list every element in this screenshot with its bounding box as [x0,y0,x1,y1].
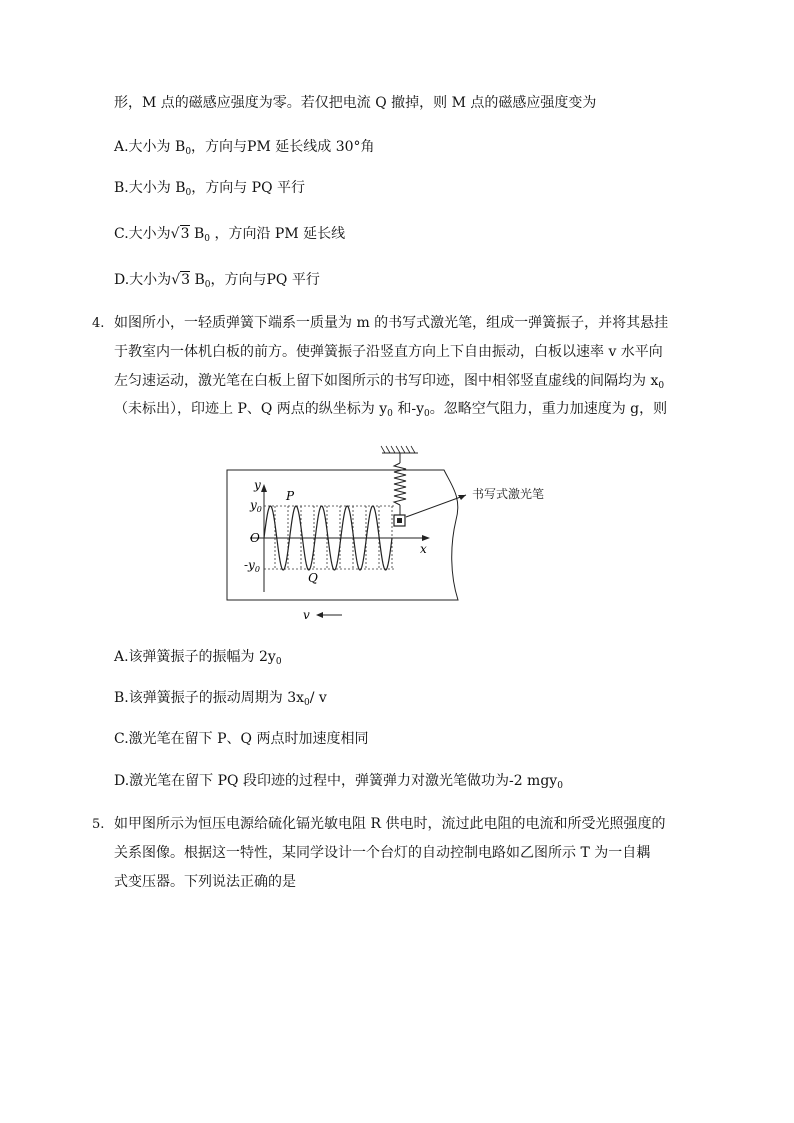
q3-option-c[interactable] [114,224,345,249]
q4-line-4-a: （未标出），印迹上 P、Q 两点的纵坐标为 y [114,401,388,417]
laser-pen-core [397,518,402,523]
q4-stem-line-4 [114,399,667,424]
y-axis-label: y [254,478,261,492]
q3-option-d-text: D.大小为 [114,272,172,288]
q4-option-d-sub: 0 [557,781,563,791]
q4-stem-line-3 [114,371,664,396]
q3-option-a[interactable] [114,137,375,162]
q4-line-4-c: 。忽略空气阻力，重力加速度为 g，则 [429,401,668,417]
q3-option-b-sub: 0 [185,188,192,198]
q4-option-a-text: A.该弹簧振子的振幅为 2y [114,649,276,665]
q4-stem-line-1: 如图所小，一轻质弹簧下端系一质量为 m 的书写式激光笔，组成一弹簧振子，并将其悬挂 [114,315,669,331]
q4-figure [220,436,610,624]
ceiling-hatch [381,446,415,453]
pen-label: 书写式激光笔 [472,487,545,501]
point-q-label: Q [308,571,318,585]
x-axis-arrow [422,535,430,541]
neg-y0-label: $-y_0$ [244,558,260,574]
velocity-arrowhead [316,612,323,618]
q5-stem-line-2: 关系图像。根据这一特性，某同学设计一个台灯的自动控制电路如乙图所示 T 为一自耦 [114,845,651,861]
origin-label: O [250,531,260,545]
q3-option-a-post: ，方向与PM 延长线成 30°角 [191,139,375,155]
q4-option-b-post: / v [309,690,327,706]
q3-option-d-post: ，方向与PQ 平行 [210,272,320,288]
q3-option-c-post: ，方向沿 PM 延长线 [210,226,346,242]
q5-stem-line-3: 式变压器。下列说法正确的是 [114,874,296,890]
q3-option-c-text: C.大小为 [114,226,171,242]
q4-option-a-sub: 0 [275,657,282,667]
q3-option-c-mid: B [189,226,205,242]
q3-stem-tail: 形，M 点的磁感应强度为零。若仅把电流 Q 撤掉，则 M 点的磁感应强度变为 [114,95,597,111]
sqrt-sign-icon: √ [171,272,181,288]
q3-option-d-radicand: 3 [181,272,191,288]
point-p-label: P [286,489,295,503]
sqrt-sign-icon: √ [170,226,180,242]
q3-option-c-radicand: 3 [180,226,190,242]
y-axis-arrow [261,484,267,492]
q4-stem-line-2: 于教室内一体机白板的前方。使弹簧振子沿竖直方向上下自由振动，白板以速率 v 水平向 [114,344,663,360]
q4-option-d-text: D.激光笔在留下 PQ 段印迹的过程中，弹簧弹力对激光笔做功为-2 mgy [114,773,558,789]
velocity-label: v [303,608,310,622]
q3-option-b-text: B.大小为 B [114,180,186,196]
q4-line-3-sub: 0 [658,381,665,391]
q3-option-b[interactable] [114,178,305,203]
q4-line-4-sub2: 0 [423,409,430,419]
q3-option-a-sub: 0 [185,147,192,157]
q4-line-3-text: 左匀速运动，激光笔在白板上留下如图所示的书写印迹，图中相邻竖直虚线的间隔均为 x [114,373,659,389]
q3-option-d[interactable] [114,270,320,295]
q3-option-d-mid: B [190,272,205,288]
q4-line-4-sub1: 0 [387,409,393,419]
x-axis-label: x [420,542,427,556]
q4-line-4-b: 和-y [392,401,424,417]
q4-option-b[interactable] [114,688,327,713]
q4-option-b-sub: 0 [304,698,310,708]
q5-number: 5. [92,817,105,832]
q4-option-a[interactable] [114,647,282,672]
whiteboard-outline [227,470,458,600]
y0-label: $y_0$ [250,498,262,514]
q4-option-c[interactable]: C.激光笔在留下 P、Q 两点时加速度相同 [114,731,369,747]
spring-coil [394,463,406,505]
q4-number: 4. [92,316,105,331]
q5-stem-line-1: 如甲图所示为恒压电源给硫化镉光敏电阻 R 供电时，流过此电阻的电流和所受光照强度的 [114,816,666,832]
q3-option-c-sub: 0 [204,234,210,244]
q4-option-b-text: B.该弹簧振子的振动周期为 3x [114,690,304,706]
q3-option-d-sub: 0 [204,280,211,290]
q3-option-b-post: ，方向与 PQ 平行 [191,180,306,196]
q3-option-a-text: A.大小为 B [114,139,186,155]
q4-option-d[interactable] [114,771,563,796]
